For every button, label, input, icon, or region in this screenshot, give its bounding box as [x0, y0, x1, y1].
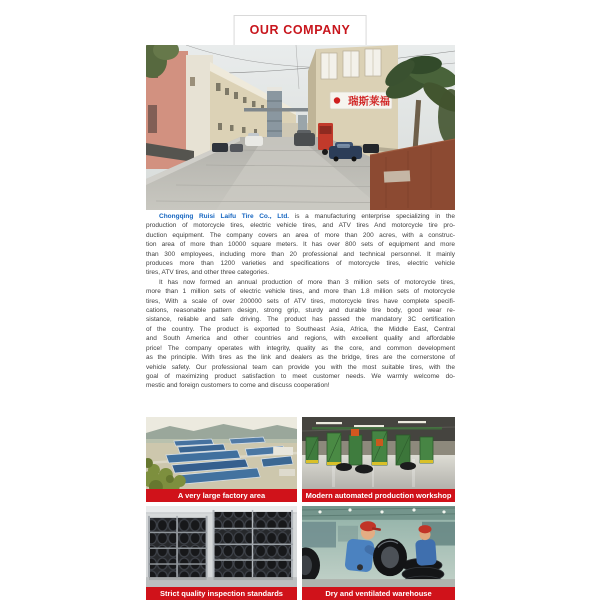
- about-text-line: mestic and foreign customers to come and discuss cooperation!: [146, 382, 330, 390]
- gallery-photo-aerial-factory: [146, 417, 297, 489]
- gallery-item-tire-racks: [146, 506, 297, 600]
- about-text-line: and South America and other countries and regions, with excellent quality and affordable: [146, 335, 455, 343]
- about-text-line: vehicle safety. Our professional team can provide you with the most suitable tires, with the: [146, 363, 455, 371]
- about-text-line: tires, ATV tires, and other three categories.: [146, 269, 270, 277]
- about-text-line: produces more than 1200 varieties and specifications of motorcycle tires, electric vehicle: [146, 260, 455, 268]
- section-title: OUR COMPANY: [249, 23, 351, 37]
- photo-gallery: [146, 417, 455, 600]
- sign-text: 瑞斯莱福: [348, 95, 390, 108]
- about-text-line: cations, reasonable pattern design, strong grip, sturdy and durable tire body, good wear re-: [146, 307, 455, 315]
- gallery-photo-warehouse-workers: [302, 506, 455, 587]
- about-text: [146, 212, 455, 391]
- about-text-line: duction equipment. The company covers an area of more than 200 acres, with a construc-: [146, 231, 455, 239]
- about-text-line: as the principle. With tires as the link and dealers as the bridge, tires are the cornerstone of: [146, 354, 455, 362]
- about-text-line: of the country. The product is exported to Southeast Asia, Africa, the Middle East, Central: [146, 325, 455, 333]
- about-text-line: [146, 212, 455, 221]
- hero-photo: [146, 45, 455, 210]
- company-name: Chongqing Ruisi Laifu Tire Co., Ltd.: [159, 213, 290, 220]
- about-text-line: goal of maximizing product satisfaction to meet customer needs. We warmly welcome do-: [146, 372, 455, 380]
- about-text-line: tires, With a scale of over 200000 sets of ATV tires, motorcycle tires have complete specifi-: [146, 297, 455, 305]
- gallery-caption: Strict quality inspection standards: [146, 587, 297, 600]
- gallery-item-factory-area: [146, 417, 297, 502]
- gallery-caption: A very large factory area: [146, 489, 297, 502]
- section-header: [234, 15, 367, 46]
- about-text-line: price! The company operates with integrity, quality as the core, and common development: [146, 344, 455, 352]
- about-text-line: tion area of more than 10000 square meters. It has over 800 sets of equipment and more: [146, 241, 455, 249]
- sign-logo-icon: [334, 97, 340, 103]
- about-text-line: sistance, reliable and safe driving. The product has passed the mandatory 3C certification: [146, 316, 455, 324]
- gallery-photo-tire-racks: [146, 506, 297, 587]
- hero-photo-illustration: [146, 45, 455, 210]
- about-text-line: production of motorcycle tires, electric vehicle tires, and ATV tires And motorcycle tire pro-: [146, 222, 455, 230]
- gallery-caption: Dry and ventilated warehouse: [302, 587, 455, 600]
- about-text-line: than 300 employees, including more than 20 professional and technical personnel. It mainly: [146, 250, 455, 258]
- gallery-item-warehouse-workers: [302, 506, 455, 600]
- gallery-caption: Modern automated production workshop: [302, 489, 455, 502]
- about-intro-rest: is a manufacturing enterprise specializing in the: [289, 213, 455, 220]
- gallery-photo-workshop: [302, 417, 455, 489]
- about-text-line: more than 1 million sets of electric vehicle tires, and more than 1.8 million sets of motorcycle: [146, 288, 455, 296]
- about-text-line: It has now formed an annual production of more than 3 million sets of motorcycle tires,: [159, 278, 455, 286]
- gallery-item-workshop: [302, 417, 455, 502]
